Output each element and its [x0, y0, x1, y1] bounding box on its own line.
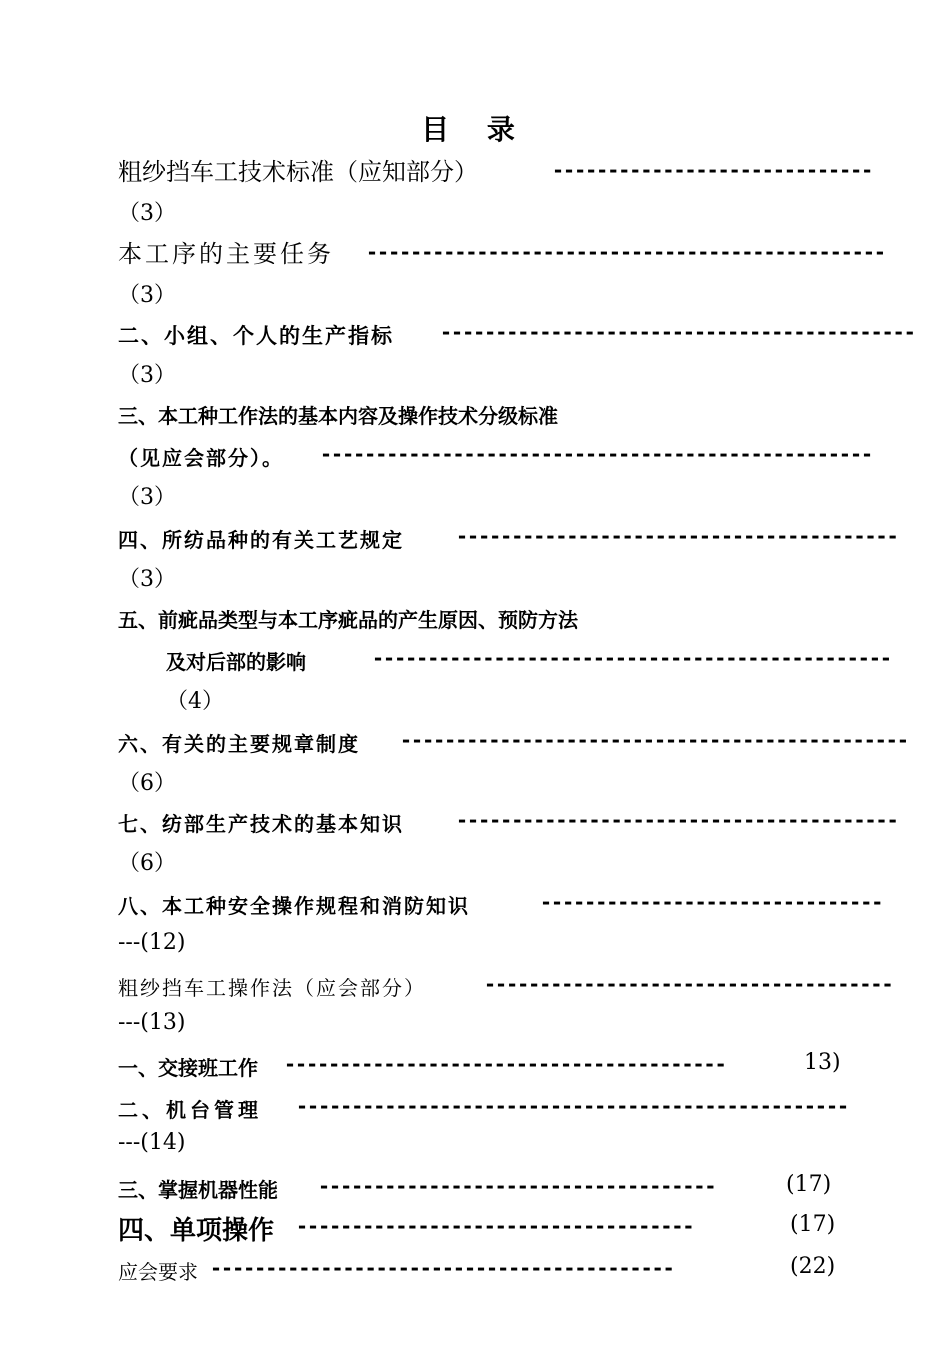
toc-entry-text: 三、本工种工作法的基本内容及操作技术分级标准: [118, 404, 558, 428]
page-title: 目 录: [421, 113, 529, 146]
toc-entry-9: [118, 890, 470, 919]
toc-page-number: （3）: [118, 485, 176, 510]
toc-page-number: (17): [786, 1172, 832, 1197]
toc-entry-text: 五、前疵品类型与本工序疵品的产生原因、预防方法: [118, 608, 578, 632]
toc-page-number: （3）: [118, 567, 176, 592]
toc-entry-text: 二、小组、个人的生产指标: [118, 324, 394, 348]
toc-entry-text: 八、本工种安全操作规程和消防知识: [118, 894, 470, 918]
toc-entry-2: [118, 234, 334, 269]
toc-leader: ----------------------------------------------: [400, 728, 908, 752]
toc-page-number: （3）: [118, 283, 176, 308]
toc-entry-text: 四、单项操作: [118, 1216, 275, 1246]
toc-entry-text: 粗纱挡车工技术标准（应知部分）: [118, 158, 478, 186]
toc-leader: -----------------------------: [552, 158, 873, 182]
toc-entry-text: 一、交接班工作: [118, 1056, 258, 1080]
toc-leader: ----------------------------------------: [456, 524, 898, 548]
toc-entry-text: 及对后部的影响: [166, 650, 306, 674]
toc-leader: -----------------------------------------------: [372, 646, 891, 670]
toc-page-number: 13): [804, 1050, 841, 1075]
toc-entry-1: [118, 152, 478, 187]
toc-page-number: ---(14): [118, 1130, 186, 1155]
toc-entry-3: [118, 320, 394, 350]
toc-entry-text: 粗纱挡车工操作法（应会部分）: [118, 976, 426, 1000]
toc-leader: ----------------------------------------: [284, 1052, 726, 1076]
toc-leader: --------------------------------------------------: [296, 1094, 849, 1118]
toc-leader: --------------------------------------------------: [320, 442, 873, 466]
toc-entry-14: [118, 1210, 274, 1247]
toc-leader: ------------------------------------: [296, 1214, 694, 1238]
toc-entry-text: 二、机台管理: [118, 1098, 262, 1122]
toc-page-number: （3）: [118, 363, 176, 388]
toc-entry-7: [118, 728, 360, 757]
toc-entry-11: [118, 1052, 258, 1081]
toc-entry-text: 本工序的主要任务: [118, 240, 334, 268]
toc-entry-15: [118, 1256, 198, 1285]
toc-leader: ----------------------------------------: [456, 808, 898, 832]
toc-page-number: (22): [790, 1254, 836, 1279]
toc-entry-text: 四、所纺品种的有关工艺规定: [118, 528, 404, 552]
toc-entry-6-continued: [166, 646, 306, 675]
toc-entry-text: 七、纺部生产技术的基本知识: [118, 812, 404, 836]
toc-entry-text: （见应会部分）。: [118, 446, 284, 470]
toc-entry-text: 六、有关的主要规章制度: [118, 732, 360, 756]
toc-entry-text: 三、掌握机器性能: [118, 1178, 278, 1202]
toc-page-number: ---(12): [118, 930, 186, 955]
toc-entry-12: [118, 1094, 262, 1123]
toc-entry-5: [118, 524, 404, 553]
toc-entry-6: [118, 604, 578, 633]
toc-entry-4-continued: [118, 442, 284, 471]
toc-leader: -------------------------------: [540, 890, 883, 914]
toc-entry-8: [118, 808, 404, 837]
toc-entry-10: [118, 972, 426, 1001]
toc-entry-13: [118, 1174, 278, 1203]
toc-page-number: ---(13): [118, 1010, 186, 1035]
toc-entry-text: 应会要求: [118, 1260, 198, 1284]
toc-page-number: （6）: [118, 851, 176, 876]
toc-page-number: (17): [790, 1212, 836, 1237]
toc-page-number: （4）: [166, 689, 224, 714]
toc-leader: ------------------------------------: [318, 1174, 716, 1198]
toc-leader: -------------------------------------------: [440, 320, 915, 344]
toc-leader: -------------------------------------: [484, 972, 893, 996]
toc-page-number: （3）: [118, 201, 176, 226]
toc-leader: -----------------------------------------------: [366, 240, 885, 264]
toc-page-number: （6）: [118, 771, 176, 796]
toc-leader: ------------------------------------------: [210, 1256, 674, 1280]
toc-entry-4: [118, 400, 558, 429]
